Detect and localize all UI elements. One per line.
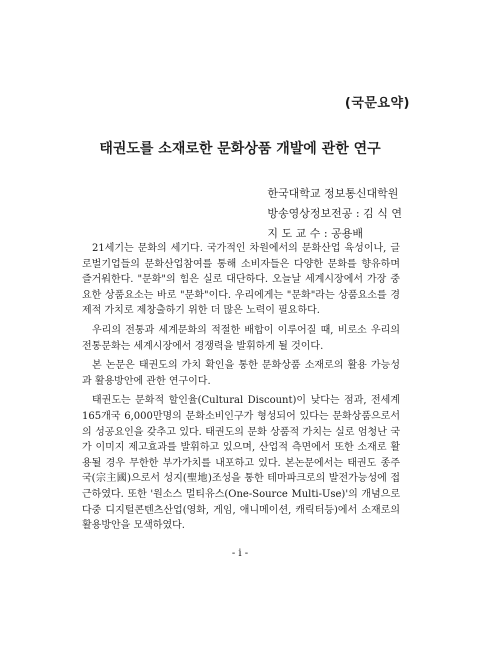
- abstract-paragraph: 우리의 전통과 세계문화의 적절한 배합이 이루어질 때, 비로소 우리의 전통문화는 세계시장에서 경쟁력을 발휘하게 될 것이다.: [82, 324, 400, 352]
- author-affiliation: 한국대학교 정보통신대학원: [267, 187, 399, 200]
- author-department-name: 방송영상정보전공 : 김 식 연: [267, 207, 402, 220]
- page-number: - i -: [231, 548, 249, 559]
- abstract-label: (국문요약): [344, 96, 410, 111]
- author-advisor: 지 도 교 수 : 공용배: [267, 227, 363, 240]
- abstract-paragraph: 본 논문은 태권도의 가치 확인을 통한 문화상품 소재로의 활용 가능성과 활용방안에 관한 연구이다.: [82, 360, 400, 387]
- author-block: [267, 184, 402, 244]
- abstract-paragraph: 21세기는 문화의 세기다. 국가적인 차원에서의 문화산업 육성이나, 글로벌기업들의 문화산업참여를 통해 소비자들은 다양한 문화를 향유하며 즐거워한다. "문화"의 힘은 실로 대단하다. 오늘날 세계시장에서 가장 중요한 상품요소는 바로 "문화"이다. 우리에게는 "문화"라는 상품요소를 경제적 가치로 제창출하기 위한 더 많은 노력이 필요하다.: [82, 243, 400, 317]
- abstract-body: [82, 241, 400, 538]
- paper-title: 태권도를 소재로한 문화상품 개발에 관한 연구: [99, 141, 381, 157]
- abstract-paragraph: 태권도는 문화적 할인율(Cultural Discount)이 낮다는 점과, 전세계 165개국 6,000만명의 문화소비인구가 형성되어 있다는 문화상품으로서의 성공요인을 갖추고 있다. 태권도의 문화 상품적 가치는 실로 엄청난 국가 이미지 제고효과를 발휘하고 있으며, 산업적 측면에서 또한 소재로 활용될 경우 무한한 부가가치를 내포하고 있다. 본논문에서는 태권도 종주국(宗主國)으로서 성지(聖地)조성을 통한 테마파크로의 발전가능성에 접근하였다. 또한 '원소스 멀티유스(One-Source Multi-Use)'의 개념으로다중 디지털콘텐츠산업(영화, 게임, 애니메이션, 캐릭터등)에서 소재로의 활용방안을 모색하였다.: [82, 395, 400, 532]
